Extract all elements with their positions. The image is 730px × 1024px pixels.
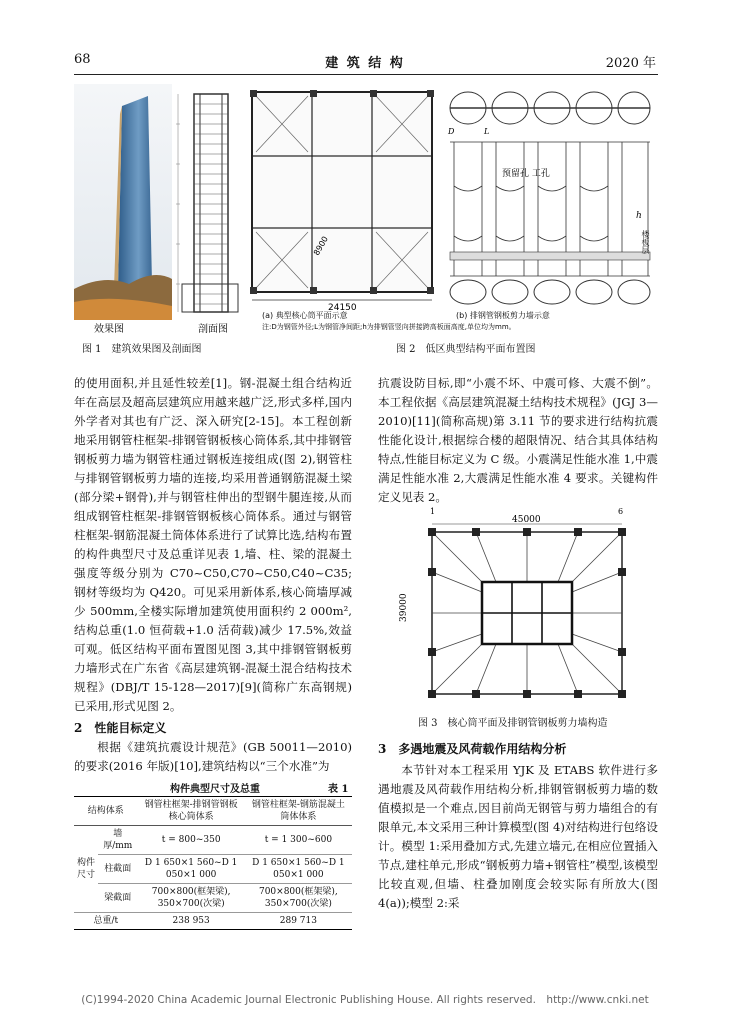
fig2-sub-a: (a) 典型核心筒平面示意 [262, 311, 348, 320]
tube-row-bottom [450, 280, 650, 304]
journal-name: 建 筑 结 构 [325, 56, 405, 71]
fig3-dim-top: 45000 [512, 515, 541, 525]
tube-label-d: D [448, 127, 455, 136]
table-cell: D 1 650×1 560~D 1 050×1 000 [138, 855, 245, 884]
journal-year: 2020 年 [605, 56, 656, 71]
table-cell: 238 953 [138, 913, 245, 930]
axis-1-label: 1 [430, 507, 436, 516]
table-cell: 墙厚/mm [98, 826, 138, 855]
table1-number: 表 1 [328, 784, 349, 795]
fig2-note: 注:D为钢管外径;L为钢管净间距;h为排钢管竖向拼接跨高板面高度,单位均为mm。 [262, 323, 516, 331]
figure-3 [396, 502, 642, 700]
table1-col-system: 结构体系 [74, 797, 138, 826]
axis-6-label: 6 [618, 507, 624, 516]
hole-label: 预留孔 工孔 [502, 169, 550, 179]
section-label: 剖面图 [198, 324, 228, 334]
table-row [74, 913, 352, 930]
table1-col-a: 钢管柱框架-排钢管钢板核心筒体系 [138, 797, 245, 826]
left-paragraph-1: 的使用面积,并且延性较差[1]。钢-混凝土组合结构近年在高层及超高层建筑应用越来越广泛,形式多样,国内外学者对其也有广泛、深入研究[2-15]。本工程创新地采用钢管柱框架-排钢管钢板核心筒体系,其中排钢管钢板剪力墙为钢管柱通过钢板连接组成(图 2),钢管柱与排钢管钢板剪力墙的连接,均采用普通钢筋混凝土梁(部分梁+钢骨),并与钢管柱伸出的型钢牛腿连接,从而组成钢管柱框架-排钢管钢板核心筒体系。通过与钢管柱框架-钢筋混凝土筒体体系进行了试算比选,结构布置的构件典型尺寸及总重详见表 1,墙、柱、梁的混凝土强度等级分别为 C70~C50,C70~C50,C40~C35;钢材等级均为 Q420。可见采用新体系,核心筒墙厚减少 500mm,全楼实际增加建筑使用面积约 2 000m²,结构总重(1.0 恒荷载+1.0 活荷载)减少 17.5%,效益可观。低区结构平面布置图见图 3,其中排钢管钢板剪力墙形式在广东省《高层建筑钢-混凝土混合结构技术规程》(DBJ/T 15-128—2017)[9](简称广东高钢规)已采用,形式见图 2。 [74, 376, 352, 713]
right-paragraph-2: 本节针对本工程采用 YJK 及 ETABS 软件进行多遇地震及风荷载作用结构分析,排钢管钢板剪力墙的数值模拟是一个难点,因目前尚无钢管与剪力墙组合的有限单元,本文采用三种计算模型(图 4)对结构进行包络设计。模型 1:采用叠加方式,先建立墙元,在相应位置插入节点,建柱单元,形成“钢板剪力墙+钢管柱”模型,该模型比较直观,但墙、柱叠加刚度会较实际有所放大(图 4(a));模型 2:采 [378, 763, 658, 910]
section-3-title: 3 多遇地震及风荷载作用结构分析 [378, 742, 567, 756]
core-outline [252, 92, 432, 292]
table-row [74, 855, 352, 884]
fig2-dim-width: 24150 [328, 303, 357, 313]
fig2-sub-b: (b) 排钢管钢板剪力墙示意 [456, 311, 550, 320]
fig3-caption: 图 3 核心筒平面及排钢管钢板剪力墙构造 [418, 718, 608, 729]
fig2-dim-height: 8900 [311, 234, 330, 257]
tower-render [118, 96, 152, 288]
table-cell: 柱截面 [98, 855, 138, 884]
table1-group: 构件尺寸 [74, 826, 98, 913]
table1-title: 构件典型尺寸及总重 [170, 784, 260, 795]
table-cell: 289 713 [245, 913, 352, 930]
figure-2a [248, 86, 438, 318]
tube-label-l: L [484, 127, 490, 136]
table-row [74, 826, 352, 855]
page-number: 68 [74, 52, 91, 67]
table-cell: 梁截面 [98, 884, 138, 913]
section-drawing [176, 94, 238, 312]
table-cell: 总重/t [74, 913, 138, 930]
floor-slab [450, 252, 650, 260]
right-paragraph-1: 抗震设防目标,即“小震不坏、中震可修、大震不倒”。本工程依据《高层建筑混凝土结构技术规程》(JGJ 3—2010)[11](简称高规)第 3.11 节的要求进行结构抗震性能化设计,根据综合楼的超限情况、结合其具体结构特点,性能目标定义为 C 级。小震满足性能水准 1,中震满足性能水准 2,大震满足性能水准 4 要求。关键构件定义见表 2。 [378, 376, 658, 504]
fig3-dim-left: 39000 [399, 593, 409, 622]
table-cell: D 1 650×1 560~D 1 050×1 000 [245, 855, 352, 884]
table-row [74, 884, 352, 913]
table-cell: t = 1 300~600 [245, 826, 352, 855]
section-2-title: 2 性能目标定义 [74, 721, 167, 735]
table-cell: 700×800(框架梁), 350×700(次梁) [138, 884, 245, 913]
render-label: 效果图 [94, 324, 124, 334]
copyright-footer: (C)1994-2020 China Academic Journal Electronic Publishing House. All rights reserved. http://www.cnki.net [81, 994, 649, 1006]
fig1-caption: 图 1 建筑效果图及剖面图 [82, 344, 202, 355]
table1-col-b: 钢管柱框架-钢筋混凝土筒体体系 [245, 797, 352, 826]
floor-label: 楼板层 [641, 230, 650, 254]
table-1 [74, 796, 352, 930]
header-rule [74, 74, 658, 75]
fig2-caption: 图 2 低区典型结构平面布置图 [396, 344, 536, 355]
table-cell: t = 800~350 [138, 826, 245, 855]
h-label: h [636, 211, 642, 221]
table-cell: 700×800(框架梁), 350×700(次梁) [245, 884, 352, 913]
figure-1 [74, 84, 248, 334]
figure-2b [444, 86, 656, 306]
left-paragraph-2: 根据《建筑抗震设计规范》(GB 50011—2010)的要求(2016 年版)[10],建筑结构以“三个水准”为 [74, 740, 352, 773]
